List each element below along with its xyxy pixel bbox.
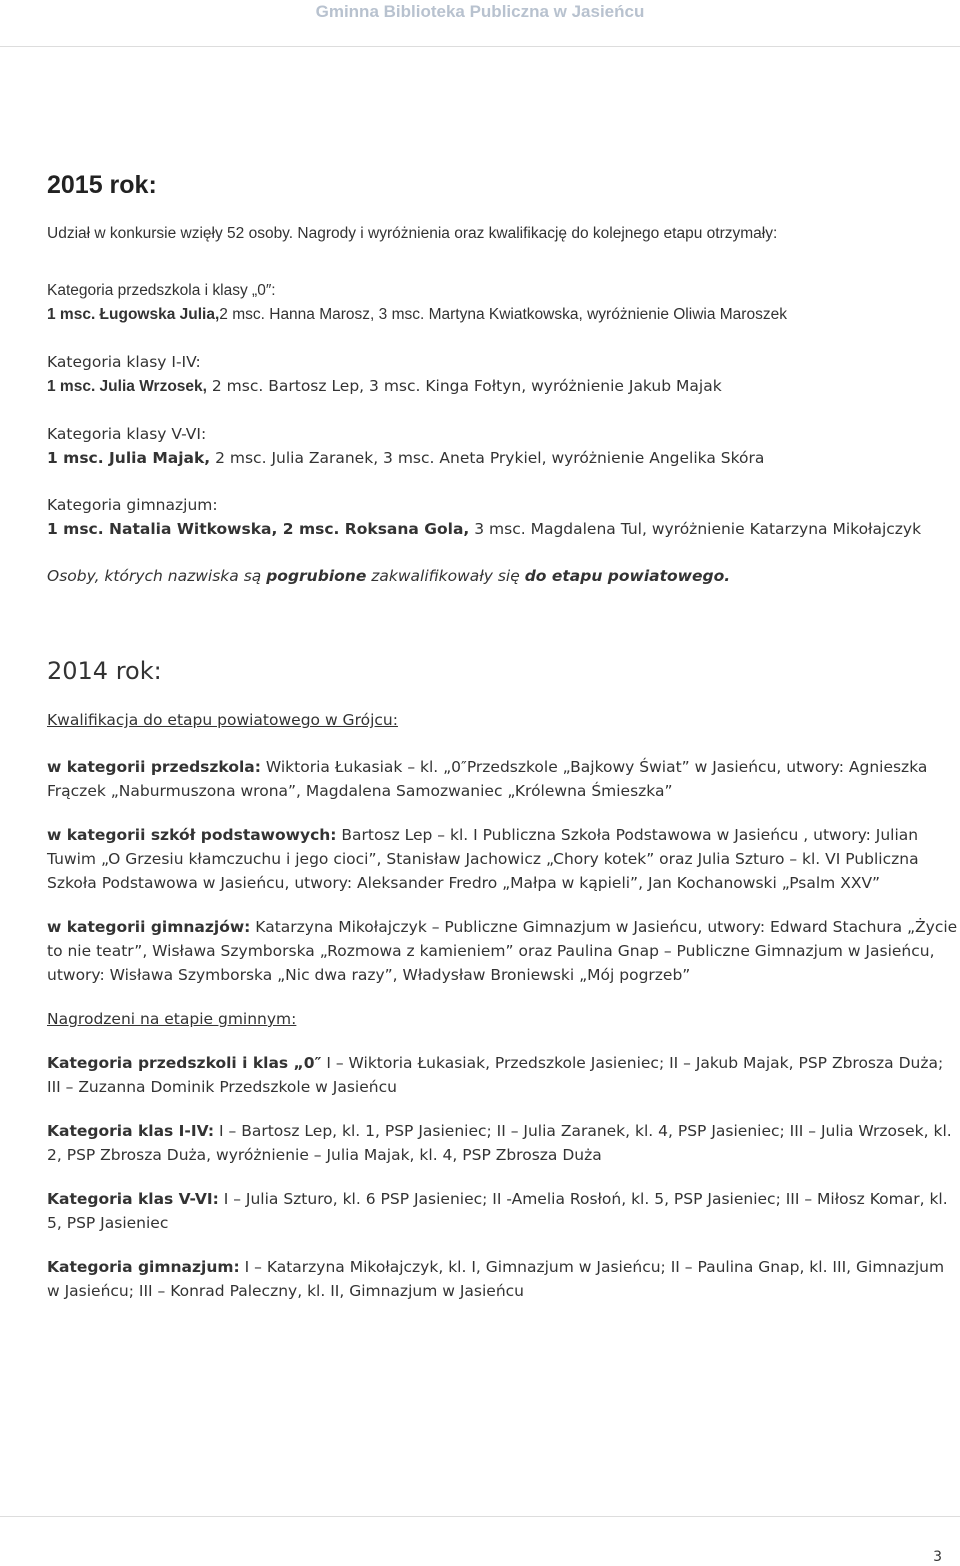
page-footer-rule (0, 1516, 960, 1517)
qualification-entry: w kategorii gimnazjów: Katarzyna Mikołajczyk – Publiczne Gimnazjum w Jasieńcu, utwory: Edward Stachura „Życie to nie teatr”, Wisława Szymborska „Rozmowa z kamieniem” oraz Paulina Gnap – Publiczne Gimnazjum w Jasieńcu, utwory: Wisława Szymborska „Nic dwa razy”, Władysław Broniewski „Mój pogrzeb” (47, 918, 958, 984)
section-title-2014: 2014 rok: (47, 657, 162, 685)
intro-2015: Udział w konkursie wzięły 52 osoby. Nagrody i wyróżnienia oraz kwalifikację do kolejnego etapu otrzymały: (47, 225, 778, 242)
category-label: Kategoria klasy I-IV: (47, 353, 201, 371)
award-entry: Kategoria gimnazjum: I – Katarzyna Mikołajczyk, kl. I, Gimnazjum w Jasieńcu; II – Paulina Gnap, kl. III, Gimnazjum w Jasieńcu; III – Konrad Paleczny, kl. II, Gimnazjum w Jasieńcu (47, 1258, 945, 1300)
category-label: Kategoria klasy V-VI: (47, 425, 207, 443)
qualification-note: Osoby, których nazwiska są pogrubione zakwalifikowały się do etapu powiatowego. (47, 567, 731, 585)
page-number: 3 (933, 1549, 942, 1565)
qualified-names: 1 msc. Natalia Witkowska, 2 msc. Roksana Gola, (47, 520, 470, 538)
section-title-2015: 2015 rok: (47, 171, 157, 199)
award-entry: Kategoria klas V-VI: I – Julia Szturo, kl. 6 PSP Jasieniec; II -Amelia Rosłoń, kl. 5, PSP Jasieniec; III – Miłosz Komar, kl. 5, PSP Jasieniec (47, 1190, 948, 1232)
award-entry: Kategoria przedszkoli i klas „0″ I – Wiktoria Łukasiak, Przedszkole Jasieniec; II – Jakub Majak, PSP Zbrosza Duża; III – Zuzanna Dominik Przedszkole w Jasieńcu (47, 1054, 944, 1096)
category-results (47, 303, 960, 327)
page-header (0, 0, 960, 47)
category-results (47, 517, 960, 541)
other-results: 3 msc. Magdalena Tul, wyróżnienie Katarzyna Mikołajczyk (469, 520, 922, 538)
category-results (47, 374, 960, 399)
qualification-heading: Kwalifikacja do etapu powiatowego w Grójcu: (47, 711, 398, 729)
other-results: 2 msc. Bartosz Lep, 3 msc. Kinga Fołtyn, wyróżnienie Jakub Majak (206, 377, 722, 395)
header-title: Gminna Biblioteka Publiczna w Jasieńcu (315, 2, 645, 21)
qualified-names: 1 msc. Ługowska Julia, (47, 306, 220, 323)
category-label: Kategoria przedszkola i klasy „0″: (47, 282, 276, 299)
qualification-entry: w kategorii szkół podstawowych: Bartosz Lep – kl. I Publiczna Szkoła Podstawowa w Jasieńcu , utwory: Julian Tuwim „O Grzesiu kłamczuchu i jego cioci”, Stanisław Jachowicz „Chory kotek” oraz Julia Szturo – kl. VI Publiczna Szkoła Podstawowa w Jasieńcu, utwory: Aleksander Fredro „Małpa w kąpieli”, Jan Kochanowski „Psalm XXV” (47, 826, 919, 892)
qualified-names: 1 msc. Julia Wrzosek, (47, 378, 207, 395)
category-label: Kategoria gimnazjum: (47, 496, 218, 514)
awards-heading: Nagrodzeni na etapie gminnym: (47, 1010, 297, 1028)
qualified-names: 1 msc. Julia Majak, (47, 449, 211, 467)
other-results: 2 msc. Hanna Marosz, 3 msc. Martyna Kwiatkowska, wyróżnienie Oliwia Maroszek (219, 306, 787, 323)
category-results (47, 446, 960, 470)
award-entry: Kategoria klas I-IV: I – Bartosz Lep, kl. 1, PSP Jasieniec; II – Julia Zaranek, kl. 4, PSP Jasieniec; III – Julia Wrzosek, kl. 2, PSP Zbrosza Duża, wyróżnienie – Julia Majak, kl. 4, PSP Zbrosza Duża (47, 1122, 952, 1164)
main-content (47, 168, 960, 1303)
other-results: 2 msc. Julia Zaranek, 3 msc. Aneta Prykiel, wyróżnienie Angelika Skóra (210, 449, 765, 467)
qualification-entry: w kategorii przedszkola: Wiktoria Łukasiak – kl. „0″Przedszkole „Bajkowy Świat” w Jasieńcu, utwory: Agnieszka Frączek „Naburmuszona wrona”, Magdalena Samozwaniec „Królewna Śmieszka” (47, 758, 928, 800)
